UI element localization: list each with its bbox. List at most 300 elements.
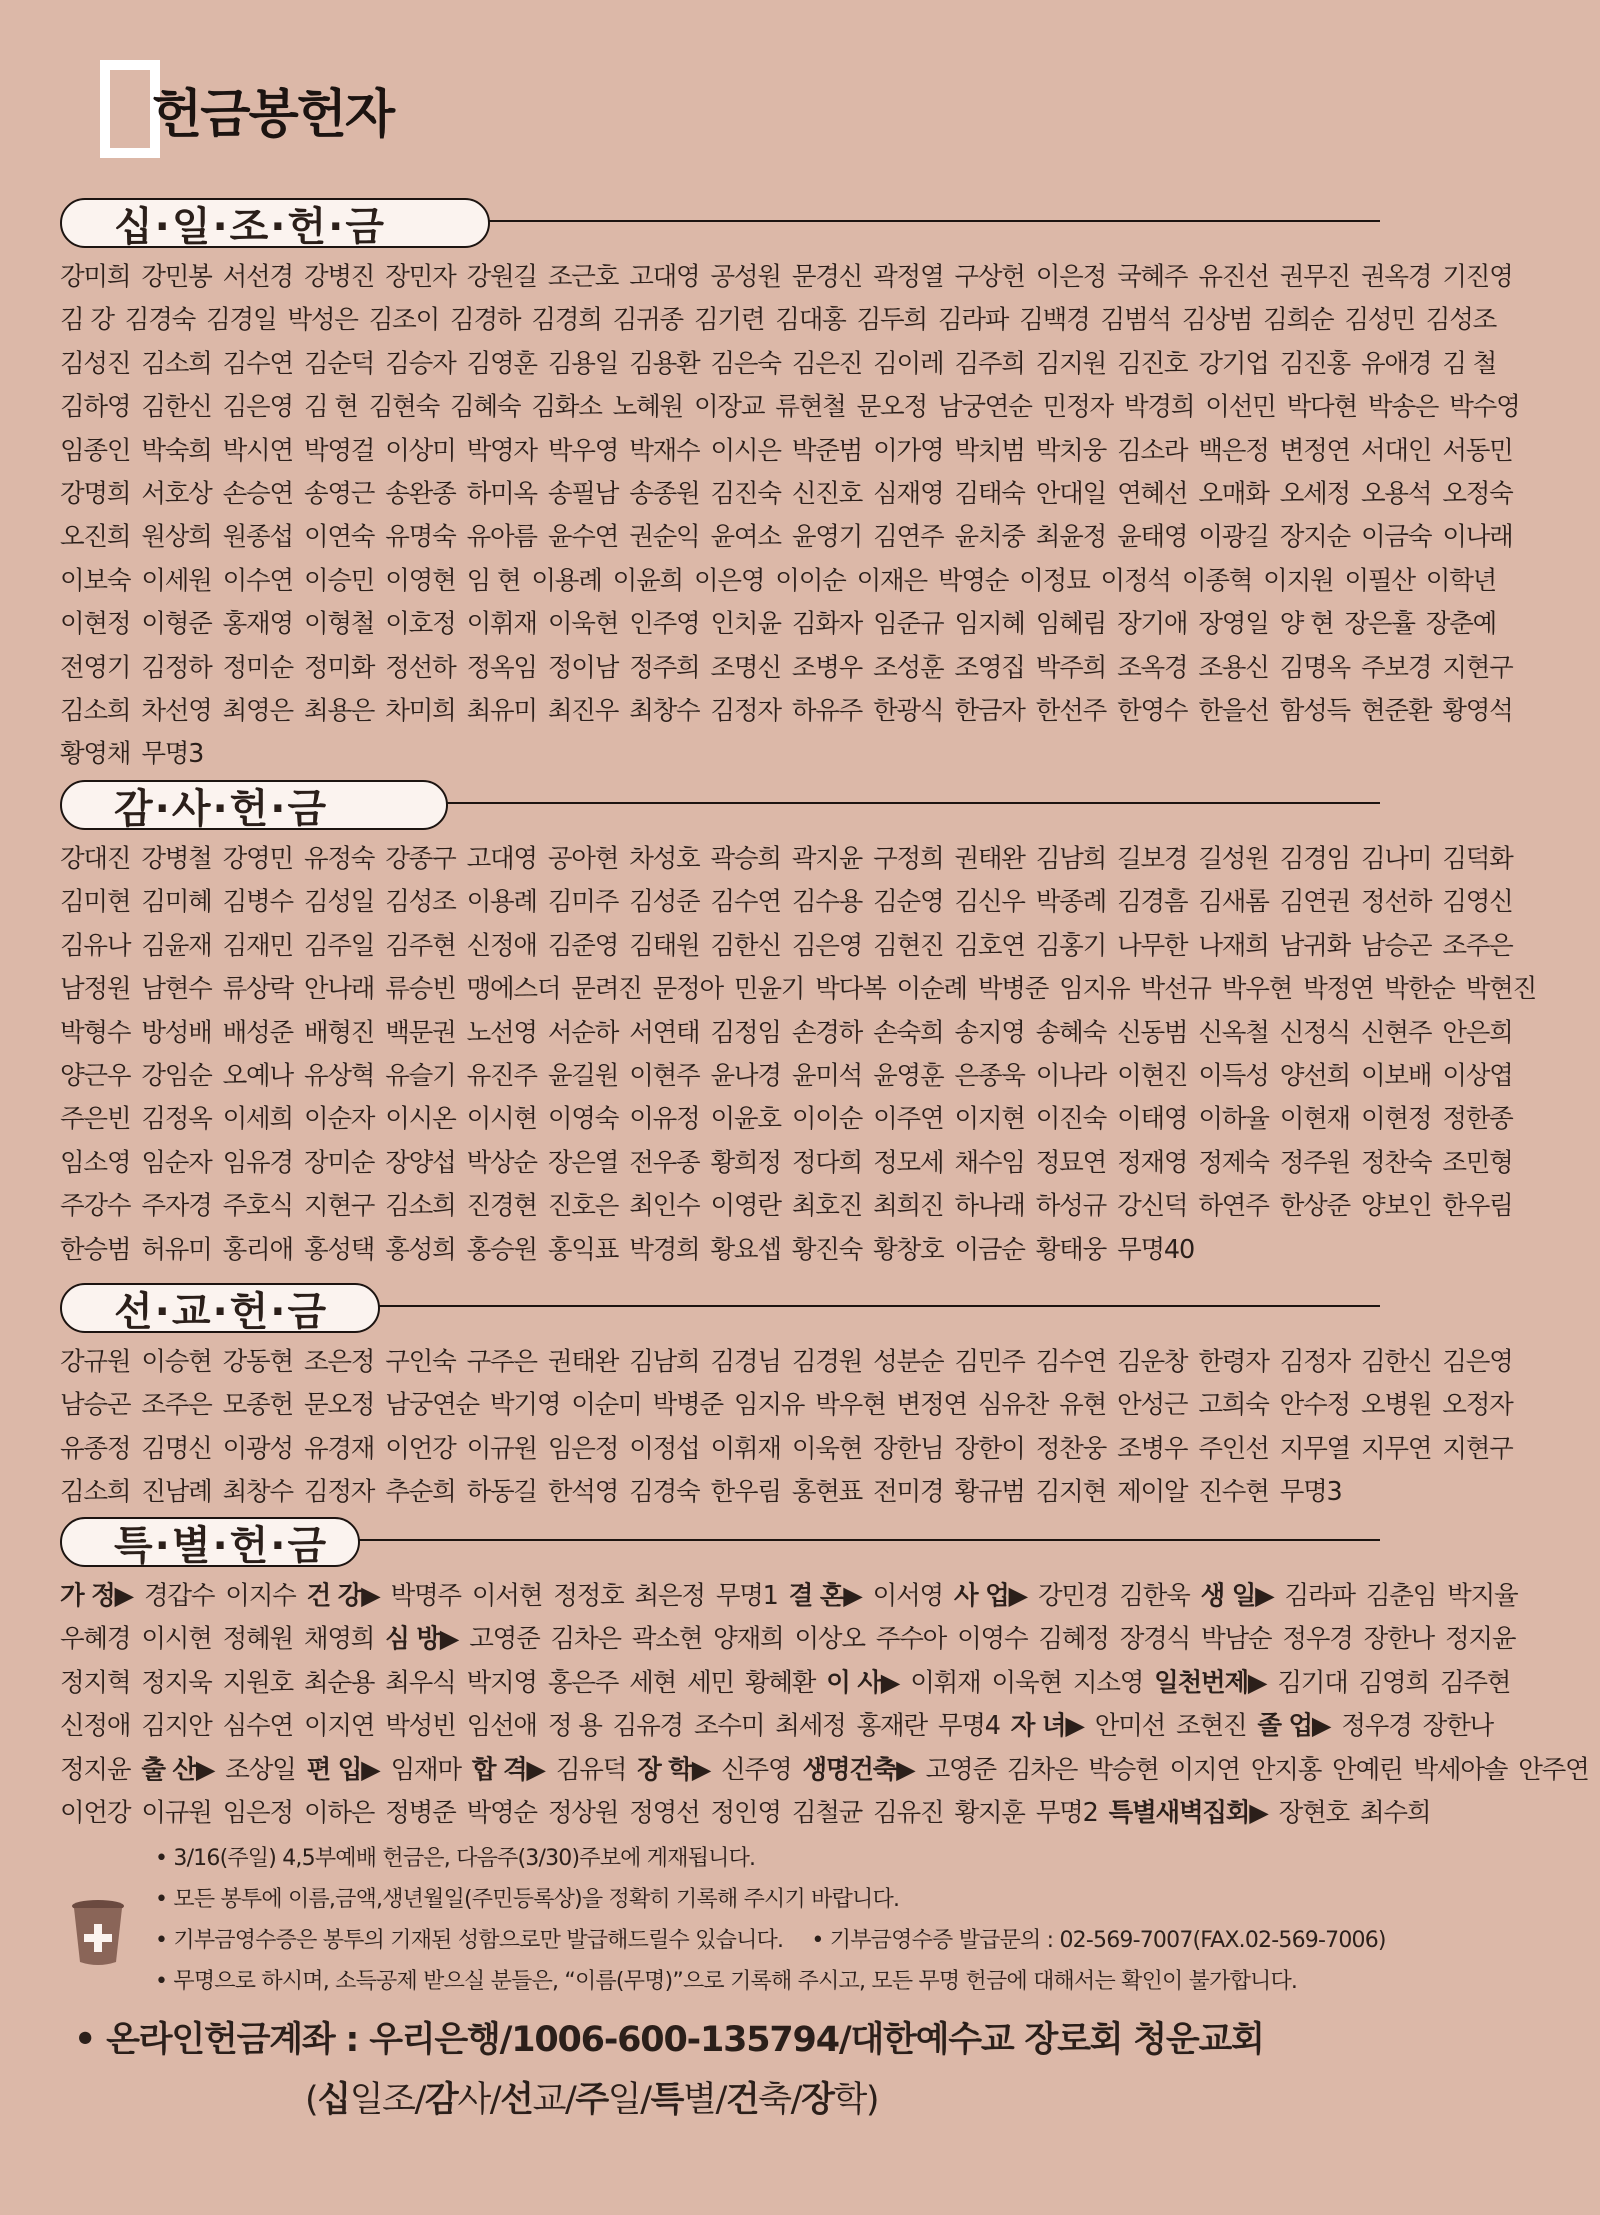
donor-name: 홍현표 — [791, 1477, 863, 1508]
donor-name: 김수연 — [222, 348, 293, 379]
donor-name: 윤치중 — [954, 522, 1025, 553]
donor-name: 지현구 — [1442, 1433, 1513, 1464]
donor-name: 가 정▶ — [60, 1581, 133, 1611]
donor-name: 김남희 — [629, 1347, 700, 1377]
donor-name: 김조이 — [368, 305, 440, 336]
donor-name: 무명40 — [1117, 1234, 1194, 1265]
donor-name: 정제숙 — [1198, 1147, 1269, 1178]
donor-name: 황희정 — [710, 1147, 781, 1178]
donor-name: 유슬기 — [385, 1061, 456, 1092]
donor-name: 은종욱 — [954, 1061, 1025, 1092]
donor-name: 정 용 — [547, 1711, 602, 1742]
donor-name: 이욱현 — [791, 1433, 863, 1464]
donor-name: 윤여소 — [710, 522, 781, 553]
donor-name: 김대홍 — [775, 305, 846, 336]
donor-name: 이영수 — [957, 1624, 1028, 1655]
donor-name: 이 사▶ — [826, 1667, 900, 1698]
section-title: 감·사·헌·금 — [60, 780, 448, 830]
donor-name: 황창호 — [873, 1234, 944, 1265]
legend-part: 장 — [801, 2080, 834, 2120]
donor-name: 김은영 — [791, 930, 863, 961]
donor-name: 졸 업▶ — [1257, 1711, 1331, 1742]
donor-name: 유현 — [1059, 1390, 1107, 1421]
donor-name: 주호식 — [222, 1191, 293, 1222]
donor-name: 김기대 — [1277, 1667, 1348, 1698]
donor-name: 조수미 — [693, 1711, 765, 1742]
donor-name: 김명옥 — [1279, 652, 1350, 683]
donor-name: 김승자 — [385, 348, 456, 379]
donor-name: 편 입▶ — [306, 1754, 380, 1785]
donor-name: 장 학▶ — [637, 1754, 711, 1785]
name-row — [60, 1618, 1516, 1661]
donor-name: 하성규 — [1035, 1191, 1107, 1222]
donor-name: 이필산 — [1344, 565, 1415, 596]
donor-name: 이나라 — [1035, 1061, 1107, 1092]
donor-name: 백문권 — [385, 1017, 456, 1048]
donor-name: 박병준 — [652, 1390, 723, 1421]
donor-name: 홍익표 — [547, 1234, 619, 1265]
donor-name: 조병우 — [791, 652, 863, 683]
donor-name: 장경식 — [1119, 1624, 1191, 1655]
donor-name: 김운창 — [1117, 1347, 1188, 1377]
donor-name: 안나래 — [303, 974, 375, 1005]
donor-name: 박승현 — [1088, 1754, 1159, 1785]
donor-name: 김경일 — [206, 305, 277, 336]
donor-name: 변정연 — [896, 1390, 967, 1421]
donor-name: 권순익 — [629, 522, 700, 553]
donor-name: 황영석 — [1442, 696, 1513, 727]
section-rule — [488, 220, 1380, 222]
donor-name: 전우종 — [629, 1147, 700, 1178]
donor-name: 이하율 — [1198, 1104, 1269, 1135]
donor-name: 최영은 — [222, 696, 293, 727]
donor-name: 채수임 — [954, 1147, 1025, 1178]
donor-name: 황규범 — [954, 1477, 1025, 1508]
donor-name: 이순례 — [896, 974, 967, 1005]
name-row — [60, 1229, 1380, 1272]
donor-name: 곽소현 — [631, 1624, 703, 1655]
donor-name: 신동범 — [1117, 1017, 1188, 1048]
donor-name: 신정애 — [466, 930, 537, 961]
donor-name: 이금순 — [954, 1234, 1025, 1265]
name-row — [60, 473, 1513, 516]
donor-name: 김정자 — [710, 696, 781, 727]
donor-name: 이이순 — [775, 565, 846, 596]
donor-name: 한승범 — [60, 1234, 131, 1265]
online-account-info: • 온라인헌금계좌 : 우리은행/1006-600-135794/대한예수교 장로회 청운교회 — [74, 2020, 1264, 2060]
donor-name: 이규원 — [141, 1798, 212, 1829]
donor-name: 한선주 — [1035, 696, 1107, 727]
offering-type-legend — [305, 2072, 878, 2122]
name-row — [60, 647, 1513, 690]
donor-name: 김라파 — [937, 305, 1009, 336]
donor-name: 김차은 — [550, 1624, 621, 1655]
donor-name: 강민봉 — [141, 262, 212, 292]
donor-name: 이지연 — [303, 1711, 375, 1742]
donor-name: 김소라 — [1117, 435, 1188, 466]
donor-name: 민정자 — [1042, 392, 1113, 423]
donor-name: 송완종 — [385, 479, 456, 510]
donor-name: 임지혜 — [954, 609, 1025, 640]
donor-name: 하나래 — [954, 1191, 1025, 1222]
name-row — [60, 516, 1513, 559]
donor-name: 김수용 — [791, 887, 863, 918]
donor-name: 김주일 — [303, 930, 375, 961]
name-row — [60, 256, 1513, 299]
legend-part: 십 — [317, 2080, 350, 2120]
donor-name: 이상미 — [385, 435, 456, 466]
section-rule — [358, 1539, 1380, 1541]
donor-name: 김영희 — [1358, 1667, 1429, 1698]
donor-name: 배성준 — [222, 1017, 293, 1048]
donor-name: 조주은 — [141, 1390, 212, 1421]
name-list — [60, 838, 1537, 1272]
donor-name: 변정연 — [1279, 435, 1350, 466]
donor-name: 김소희 — [60, 1477, 131, 1508]
donor-name: 곽승희 — [710, 844, 781, 874]
donor-name: 유상혁 — [303, 1061, 375, 1092]
donor-name: 김성일 — [303, 887, 375, 918]
donor-name: 최창수 — [222, 1477, 293, 1508]
donor-name: 지소영 — [1072, 1667, 1144, 1698]
donor-name: 오예나 — [222, 1061, 293, 1092]
donor-name: 김미혜 — [141, 887, 212, 918]
donor-name: 정지윤 — [60, 1754, 131, 1785]
donor-name: 차미희 — [385, 696, 456, 727]
donor-name: 박우영 — [547, 435, 619, 466]
donor-name: 최윤정 — [1035, 522, 1107, 553]
donor-name: 임종인 — [60, 435, 131, 466]
donor-name: 강원길 — [466, 262, 537, 292]
donor-name: 생명건축▶ — [802, 1754, 915, 1785]
donor-name: 문경신 — [791, 262, 863, 292]
donor-name: 최용은 — [303, 696, 375, 727]
donor-name: 박성은 — [287, 305, 358, 336]
name-row — [60, 1142, 1513, 1185]
donor-name: 박상순 — [466, 1147, 537, 1178]
donor-name: 신주영 — [721, 1754, 792, 1785]
donor-name: 연혜선 — [1117, 479, 1188, 510]
donor-name: 이장교 — [693, 392, 765, 423]
donor-name: 김미현 — [60, 887, 131, 918]
donor-name: 정지욱 — [141, 1667, 212, 1698]
donor-name: 지현구 — [1442, 652, 1513, 683]
donor-name: 김경임 — [1279, 844, 1350, 874]
donor-name: 김라파 — [1284, 1581, 1355, 1611]
donor-name: 김영훈 — [466, 348, 537, 379]
donor-name: 고희숙 — [1198, 1390, 1269, 1421]
donor-name: 김순영 — [873, 887, 944, 918]
donor-name: 정한종 — [1442, 1104, 1513, 1135]
donor-name: 일천번제▶ — [1154, 1667, 1267, 1698]
donor-name: 이지원 — [1263, 565, 1334, 596]
donor-name: 조용신 — [1198, 652, 1269, 683]
donor-name: 김경님 — [710, 1347, 781, 1377]
donor-name: 제이알 — [1117, 1477, 1188, 1508]
donor-name: 김민주 — [954, 1347, 1025, 1377]
donor-name: 김주현 — [385, 930, 456, 961]
donor-name: 김백경 — [1019, 305, 1090, 336]
donor-name: 김지안 — [141, 1711, 212, 1742]
donor-name: 이언강 — [385, 1433, 456, 1464]
donor-name: 김경원 — [791, 1347, 863, 1377]
section-title: 선·교·헌·금 — [60, 1283, 380, 1333]
donor-name: 정지혁 — [60, 1667, 131, 1698]
donor-name: 김화소 — [531, 392, 602, 423]
donor-name: 우혜경 — [60, 1624, 131, 1655]
donor-name: 박시연 — [222, 435, 293, 466]
legend-part: 특 — [650, 2080, 684, 2120]
donor-name: 이언강 — [60, 1798, 131, 1829]
donor-name: 유정숙 — [303, 844, 375, 874]
donor-name: 홍성택 — [303, 1234, 375, 1265]
donor-name: 하유주 — [791, 696, 863, 727]
donor-name: 생 일▶ — [1200, 1581, 1274, 1611]
donor-name: 이득성 — [1198, 1061, 1269, 1092]
donor-name: 이현재 — [1279, 1104, 1350, 1135]
donor-name: 김 현 — [303, 392, 358, 423]
donor-name: 박지율 — [1447, 1581, 1518, 1611]
donor-name: 무명2 — [1035, 1798, 1098, 1829]
donor-name: 김한신 — [141, 392, 212, 423]
donor-name: 김새롬 — [1198, 887, 1269, 918]
donor-name: 서동민 — [1442, 435, 1513, 466]
donor-name: 이학년 — [1425, 565, 1497, 596]
donor-name: 양근우 — [60, 1061, 131, 1092]
donor-name: 정상원 — [547, 1798, 619, 1829]
donor-name: 이영현 — [385, 565, 456, 596]
donor-name: 장은휼 — [1344, 609, 1415, 640]
donor-name: 김진호 — [1117, 348, 1188, 379]
donor-name: 곽지윤 — [791, 844, 863, 874]
donor-name: 이휘재 — [466, 609, 537, 640]
donor-name: 김순덕 — [303, 348, 375, 379]
donor-name: 사 업▶ — [953, 1581, 1027, 1611]
donor-name: 김희순 — [1263, 305, 1334, 336]
donor-name: 최은정 — [634, 1581, 705, 1611]
donor-name: 유애경 — [1361, 348, 1432, 379]
donor-name: 정이남 — [547, 652, 619, 683]
donor-name: 정인영 — [710, 1798, 781, 1829]
donor-name: 남현수 — [141, 974, 212, 1005]
donor-name: 이재은 — [856, 565, 927, 596]
donor-name: 고영준 — [925, 1754, 996, 1785]
donor-name: 오병원 — [1360, 1390, 1432, 1421]
donor-name: 권태완 — [547, 1347, 619, 1377]
donor-name: 노선영 — [466, 1017, 537, 1048]
name-row — [60, 1471, 1380, 1514]
donor-name: 이시현 — [141, 1624, 212, 1655]
legend-part: 선 — [500, 2080, 533, 2120]
donor-name: 주강수 — [60, 1191, 131, 1222]
donor-name: 배형진 — [303, 1017, 375, 1048]
donor-name: 원종섭 — [222, 522, 293, 553]
donor-name: 고영준 — [469, 1624, 540, 1655]
donor-name: 이지수 — [225, 1581, 296, 1611]
donor-name: 이시온 — [385, 1104, 456, 1135]
donor-name: 손숙희 — [873, 1017, 944, 1048]
donor-name: 조성훈 — [873, 652, 944, 683]
donor-name: 방성배 — [141, 1017, 212, 1048]
donor-name: 정지윤 — [1444, 1624, 1516, 1655]
donor-name: 정미순 — [222, 652, 293, 683]
donor-name: 오매화 — [1198, 479, 1269, 510]
donor-name: 임재마 — [390, 1754, 461, 1785]
donor-name: 박치웅 — [1035, 435, 1107, 466]
donor-name: 이유정 — [629, 1104, 700, 1135]
name-row — [60, 690, 1513, 733]
donor-name: 지무열 — [1279, 1433, 1350, 1464]
note-3a: • 기부금영수증은 봉투의 기재된 성함으로만 발급해드릴수 있습니다. — [155, 1928, 784, 1953]
donor-name: 조은정 — [303, 1347, 375, 1377]
legend-part: 주 — [575, 2080, 608, 2120]
donor-name: 고대영 — [629, 262, 700, 292]
donor-name: 김정임 — [710, 1017, 781, 1048]
name-row — [60, 430, 1513, 473]
donor-name: 남궁연순 — [385, 1390, 479, 1421]
donor-name: 정선하 — [385, 652, 456, 683]
donor-name: 이보배 — [1361, 1061, 1432, 1092]
donor-name: 안예린 — [1332, 1754, 1403, 1785]
donor-name: 이순미 — [571, 1390, 642, 1421]
donor-name: 임소영 — [60, 1147, 131, 1178]
donor-name: 이현정 — [1361, 1104, 1432, 1135]
donor-name: 김주현 — [1439, 1667, 1511, 1698]
section-header — [60, 1283, 1380, 1339]
donor-name: 홍성희 — [385, 1234, 456, 1265]
donor-name: 김영신 — [1442, 887, 1513, 918]
donor-name: 양 현 — [1279, 609, 1334, 640]
donor-name: 이시현 — [466, 1104, 537, 1135]
donor-name: 주은빈 — [60, 1104, 131, 1135]
donor-name: 유진선 — [1198, 262, 1269, 292]
donor-name: 류상락 — [222, 974, 293, 1005]
donor-name: 김철균 — [791, 1798, 863, 1829]
donor-name: 김 철 — [1442, 348, 1497, 379]
section-header — [60, 198, 1380, 254]
donor-name: 구주은 — [466, 1347, 537, 1377]
donor-name: 한영수 — [1117, 696, 1188, 727]
donor-name: 차성호 — [629, 844, 700, 874]
donor-name: 김성조 — [385, 887, 456, 918]
donor-name: 출 산▶ — [141, 1754, 215, 1785]
donor-name: 이영숙 — [547, 1104, 619, 1135]
donor-name: 민윤기 — [733, 974, 805, 1005]
donor-name: 송영근 — [303, 479, 375, 510]
donor-name: 송필남 — [547, 479, 619, 510]
donor-name: 합 격▶ — [471, 1754, 545, 1785]
donor-name: 한금자 — [954, 696, 1025, 727]
donor-name: 김진홍 — [1279, 348, 1350, 379]
donor-name: 이하은 — [303, 1798, 375, 1829]
name-row — [60, 1749, 1589, 1792]
donor-name: 김한신 — [710, 930, 781, 961]
donor-name: 김춘임 — [1365, 1581, 1437, 1611]
donor-name: 인주영 — [629, 609, 700, 640]
donor-name: 강병철 — [141, 844, 212, 874]
donor-name: 이규원 — [466, 1433, 537, 1464]
donor-name: 박숙희 — [141, 435, 212, 466]
donor-name: 허유미 — [141, 1234, 212, 1265]
donor-name: 오정숙 — [1442, 479, 1513, 510]
name-row — [60, 603, 1497, 646]
donor-name: 안미선 — [1094, 1711, 1166, 1742]
donor-name: 최창수 — [629, 696, 700, 727]
donor-name: 이형준 — [141, 609, 212, 640]
donor-name: 김경숙 — [124, 305, 196, 336]
donor-name: 한을선 — [1198, 696, 1269, 727]
donor-name: 류승빈 — [385, 974, 456, 1005]
donor-name: 박명주 — [390, 1581, 461, 1611]
donor-name: 장한나 — [1363, 1624, 1434, 1655]
donor-name: 이나래 — [1442, 522, 1513, 553]
donor-name: 임유경 — [222, 1147, 293, 1178]
donor-name: 박남순 — [1201, 1624, 1272, 1655]
donor-name: 최순용 — [303, 1667, 375, 1698]
donor-name: 김현진 — [873, 930, 944, 961]
donor-name: 이은영 — [693, 565, 765, 596]
donor-name: 권무진 — [1279, 262, 1350, 292]
donor-name: 강신덕 — [1117, 1191, 1188, 1222]
legend-part: ( — [305, 2080, 318, 2120]
donor-name: 이휘재 — [910, 1667, 981, 1698]
donor-name: 이선민 — [1205, 392, 1276, 423]
donor-name: 지현구 — [303, 1191, 375, 1222]
donor-name: 손경하 — [791, 1017, 863, 1048]
name-row — [60, 1055, 1513, 1098]
donor-name: 구인숙 — [385, 1347, 456, 1377]
donor-name: 지원호 — [222, 1667, 293, 1698]
donor-name: 안성근 — [1117, 1390, 1188, 1421]
donor-name: 강영민 — [222, 844, 293, 874]
donor-name: 남승곤 — [1361, 930, 1432, 961]
donor-name: 김정자 — [303, 1477, 375, 1508]
legend-part: 건 — [725, 2080, 759, 2120]
donor-name: 한우림 — [710, 1477, 781, 1508]
donor-name: 양재희 — [713, 1624, 784, 1655]
donor-name: 건 강▶ — [306, 1581, 380, 1611]
donor-name: 정재영 — [1117, 1147, 1188, 1178]
donor-name: 진수현 — [1198, 1477, 1269, 1508]
donor-name: 김진숙 — [710, 479, 781, 510]
donor-name: 유아름 — [466, 522, 537, 553]
donor-name: 김연주 — [873, 522, 944, 553]
donor-name: 공성원 — [710, 262, 781, 292]
donor-name: 김귀종 — [612, 305, 683, 336]
donor-name: 이현정 — [60, 609, 131, 640]
donor-name: 정주희 — [629, 652, 700, 683]
donor-name: 이세원 — [141, 565, 212, 596]
donor-name: 하미옥 — [466, 479, 537, 510]
donor-name: 이종혁 — [1181, 565, 1253, 596]
note-3 — [155, 1920, 1415, 1961]
name-row — [60, 1662, 1511, 1705]
donor-name: 김유경 — [612, 1711, 683, 1742]
legend-part: 교/ — [532, 2080, 576, 2120]
donor-name: 무명1 — [715, 1581, 778, 1611]
name-row — [60, 1012, 1513, 1055]
donor-name: 강대진 — [60, 844, 131, 874]
donor-name: 박치범 — [954, 435, 1025, 466]
donor-name: 황영채 — [60, 739, 131, 770]
donor-name: 홍재영 — [222, 609, 293, 640]
name-row — [60, 925, 1513, 968]
name-row — [60, 881, 1513, 924]
donor-name: 함성득 — [1279, 696, 1350, 727]
donor-name: 이현주 — [629, 1061, 700, 1092]
donor-name: 최수희 — [1359, 1798, 1431, 1829]
donor-name: 전미경 — [873, 1477, 944, 1508]
